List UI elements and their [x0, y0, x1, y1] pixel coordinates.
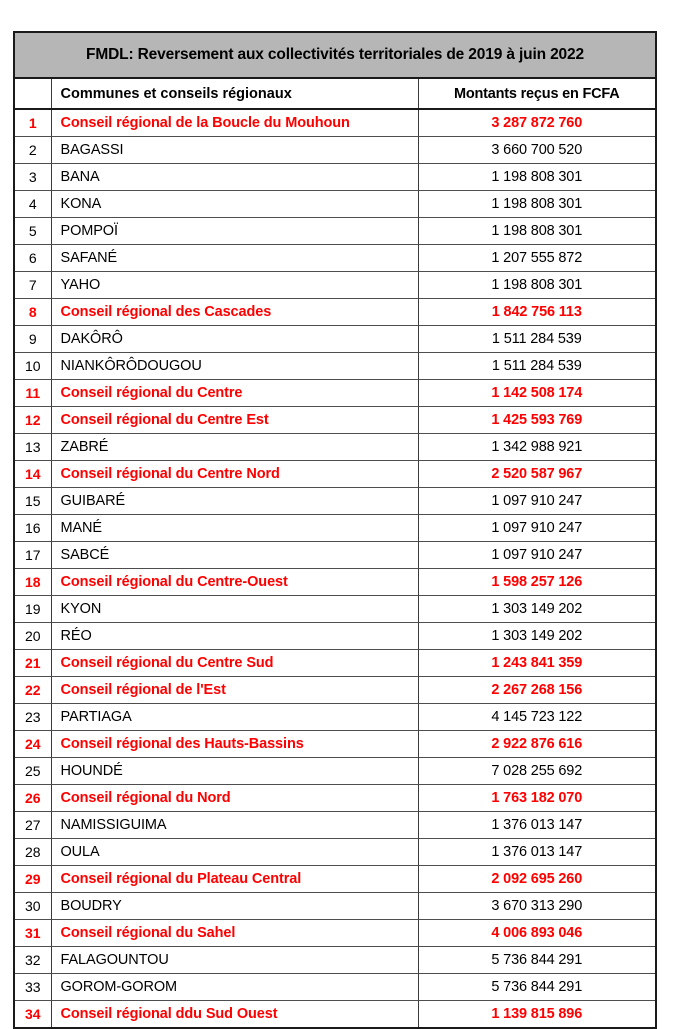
row-commune-cell: GOROM-GOROM [51, 974, 418, 1001]
table-row [14, 623, 656, 650]
row-amount-cell: 1 598 257 126 [418, 569, 656, 596]
row-commune-cell: Conseil régional des Hauts-Bassins [51, 731, 418, 758]
row-index-cell: 15 [14, 488, 51, 515]
table-row [14, 758, 656, 785]
row-amount-cell: 5 736 844 291 [418, 974, 656, 1001]
row-index-cell: 26 [14, 785, 51, 812]
row-index-cell: 1 [14, 109, 51, 137]
row-amount-cell: 4 145 723 122 [418, 704, 656, 731]
row-index-cell: 9 [14, 326, 51, 353]
table-row [14, 812, 656, 839]
table-row [14, 1001, 656, 1029]
row-index-cell: 30 [14, 893, 51, 920]
table-row [14, 109, 656, 137]
column-header-index [14, 78, 51, 109]
row-index-cell: 19 [14, 596, 51, 623]
row-commune-cell: POMPOÏ [51, 218, 418, 245]
row-amount-cell: 1 376 013 147 [418, 812, 656, 839]
table-body [14, 32, 656, 1028]
row-amount-cell: 7 028 255 692 [418, 758, 656, 785]
table-row [14, 245, 656, 272]
row-amount-cell: 1 376 013 147 [418, 839, 656, 866]
row-amount-cell: 2 922 876 616 [418, 731, 656, 758]
table-row [14, 488, 656, 515]
table-row [14, 272, 656, 299]
row-index-cell: 14 [14, 461, 51, 488]
row-commune-cell: OULA [51, 839, 418, 866]
row-index-cell: 28 [14, 839, 51, 866]
column-header-amount: Montants reçus en FCFA [418, 78, 656, 109]
row-index-cell: 4 [14, 191, 51, 218]
row-amount-cell: 1 097 910 247 [418, 488, 656, 515]
row-index-cell: 34 [14, 1001, 51, 1029]
row-amount-cell: 3 670 313 290 [418, 893, 656, 920]
row-amount-cell: 1 142 508 174 [418, 380, 656, 407]
row-commune-cell: SAFANÉ [51, 245, 418, 272]
row-index-cell: 7 [14, 272, 51, 299]
row-commune-cell: FALAGOUNTOU [51, 947, 418, 974]
row-amount-cell: 2 092 695 260 [418, 866, 656, 893]
row-commune-cell: HOUNDÉ [51, 758, 418, 785]
row-index-cell: 20 [14, 623, 51, 650]
table-row [14, 596, 656, 623]
row-amount-cell: 1 425 593 769 [418, 407, 656, 434]
row-commune-cell: BAGASSI [51, 137, 418, 164]
row-amount-cell: 4 006 893 046 [418, 920, 656, 947]
row-commune-cell: BOUDRY [51, 893, 418, 920]
row-commune-cell: MANÉ [51, 515, 418, 542]
row-amount-cell: 1 198 808 301 [418, 272, 656, 299]
row-commune-cell: NIANKÔRÔDOUGOU [51, 353, 418, 380]
row-amount-cell: 5 736 844 291 [418, 947, 656, 974]
row-amount-cell: 1 842 756 113 [418, 299, 656, 326]
row-index-cell: 29 [14, 866, 51, 893]
row-amount-cell: 1 198 808 301 [418, 191, 656, 218]
row-index-cell: 12 [14, 407, 51, 434]
table-title: FMDL: Reversement aux collectivités territoriales de 2019 à juin 2022 [14, 32, 656, 78]
row-index-cell: 17 [14, 542, 51, 569]
table-row [14, 326, 656, 353]
row-index-cell: 10 [14, 353, 51, 380]
row-amount-cell: 3 660 700 520 [418, 137, 656, 164]
row-amount-cell: 1 342 988 921 [418, 434, 656, 461]
table-row [14, 893, 656, 920]
row-commune-cell: Conseil régional de l'Est [51, 677, 418, 704]
row-commune-cell: PARTIAGA [51, 704, 418, 731]
row-amount-cell: 2 520 587 967 [418, 461, 656, 488]
row-amount-cell: 1 198 808 301 [418, 164, 656, 191]
table-row [14, 434, 656, 461]
table-row [14, 299, 656, 326]
row-commune-cell: SABCÉ [51, 542, 418, 569]
table-row [14, 947, 656, 974]
row-commune-cell: Conseil régional du Nord [51, 785, 418, 812]
row-commune-cell: Conseil régional du Centre Nord [51, 461, 418, 488]
table-row [14, 920, 656, 947]
row-commune-cell: Conseil régional du Plateau Central [51, 866, 418, 893]
row-amount-cell: 1 097 910 247 [418, 542, 656, 569]
row-index-cell: 5 [14, 218, 51, 245]
table-row [14, 164, 656, 191]
row-amount-cell: 1 511 284 539 [418, 326, 656, 353]
row-amount-cell: 1 198 808 301 [418, 218, 656, 245]
row-amount-cell: 1 303 149 202 [418, 623, 656, 650]
row-index-cell: 8 [14, 299, 51, 326]
table-row [14, 218, 656, 245]
table-row [14, 137, 656, 164]
row-index-cell: 24 [14, 731, 51, 758]
table-row [14, 785, 656, 812]
row-commune-cell: DAKÔRÔ [51, 326, 418, 353]
row-index-cell: 32 [14, 947, 51, 974]
table-row [14, 407, 656, 434]
row-index-cell: 22 [14, 677, 51, 704]
row-amount-cell: 1 139 815 896 [418, 1001, 656, 1029]
row-commune-cell: KYON [51, 596, 418, 623]
table-row [14, 542, 656, 569]
row-commune-cell: ZABRÉ [51, 434, 418, 461]
table-row [14, 677, 656, 704]
row-commune-cell: Conseil régional du Centre-Ouest [51, 569, 418, 596]
row-commune-cell: BANA [51, 164, 418, 191]
row-commune-cell: KONA [51, 191, 418, 218]
row-commune-cell: NAMISSIGUIMA [51, 812, 418, 839]
row-commune-cell: Conseil régional du Centre [51, 380, 418, 407]
row-index-cell: 23 [14, 704, 51, 731]
table-title-row [14, 32, 656, 78]
table-row [14, 974, 656, 1001]
row-index-cell: 6 [14, 245, 51, 272]
table-row [14, 191, 656, 218]
table-row [14, 839, 656, 866]
row-index-cell: 21 [14, 650, 51, 677]
row-index-cell: 18 [14, 569, 51, 596]
row-commune-cell: Conseil régional des Cascades [51, 299, 418, 326]
row-amount-cell: 3 287 872 760 [418, 109, 656, 137]
table-row [14, 461, 656, 488]
row-amount-cell: 1 097 910 247 [418, 515, 656, 542]
row-index-cell: 13 [14, 434, 51, 461]
row-commune-cell: Conseil régional du Centre Est [51, 407, 418, 434]
row-amount-cell: 1 243 841 359 [418, 650, 656, 677]
row-amount-cell: 1 511 284 539 [418, 353, 656, 380]
row-commune-cell: YAHO [51, 272, 418, 299]
row-amount-cell: 1 763 182 070 [418, 785, 656, 812]
row-commune-cell: RÉO [51, 623, 418, 650]
row-index-cell: 33 [14, 974, 51, 1001]
row-commune-cell: Conseil régional de la Boucle du Mouhoun [51, 109, 418, 137]
fmdl-reversement-table [13, 31, 657, 1029]
row-index-cell: 3 [14, 164, 51, 191]
row-commune-cell: Conseil régional du Sahel [51, 920, 418, 947]
table-row [14, 515, 656, 542]
row-amount-cell: 1 303 149 202 [418, 596, 656, 623]
column-header-row [14, 78, 656, 109]
row-index-cell: 31 [14, 920, 51, 947]
table-row [14, 380, 656, 407]
row-index-cell: 25 [14, 758, 51, 785]
column-header-commune: Communes et conseils régionaux [51, 78, 418, 109]
table-row [14, 569, 656, 596]
row-index-cell: 2 [14, 137, 51, 164]
table-row [14, 704, 656, 731]
table-row [14, 866, 656, 893]
table-row [14, 731, 656, 758]
row-amount-cell: 1 207 555 872 [418, 245, 656, 272]
fmdl-table-container [13, 31, 655, 1029]
row-index-cell: 27 [14, 812, 51, 839]
row-commune-cell: Conseil régional ddu Sud Ouest [51, 1001, 418, 1029]
row-commune-cell: GUIBARÉ [51, 488, 418, 515]
table-row [14, 650, 656, 677]
row-index-cell: 16 [14, 515, 51, 542]
row-commune-cell: Conseil régional du Centre Sud [51, 650, 418, 677]
table-row [14, 353, 656, 380]
row-index-cell: 11 [14, 380, 51, 407]
row-amount-cell: 2 267 268 156 [418, 677, 656, 704]
